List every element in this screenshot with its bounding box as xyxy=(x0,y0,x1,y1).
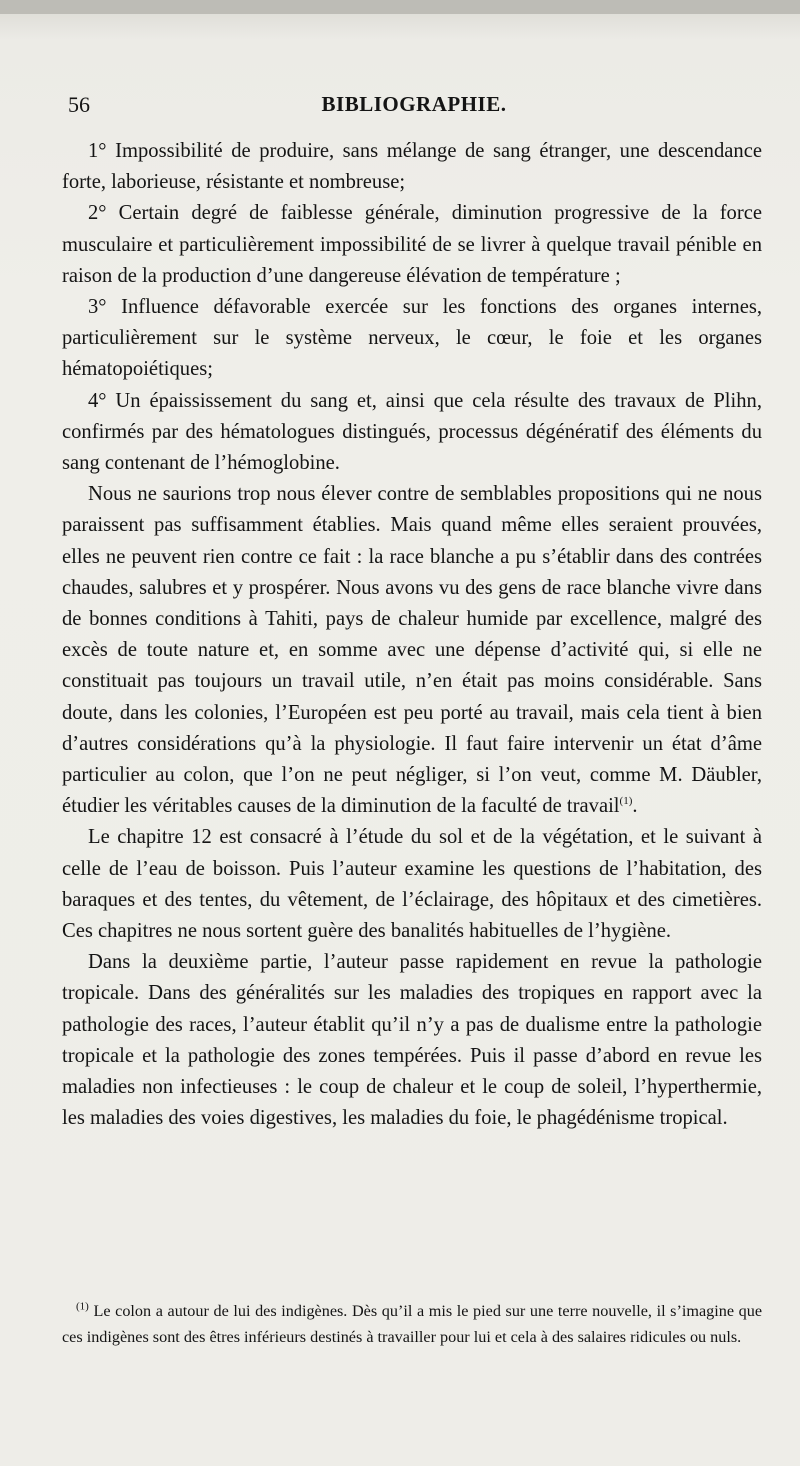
footnote-paragraph xyxy=(62,1298,762,1350)
paragraph-text: Nous ne saurions trop nous élever contre de semblables propositions qui ne nous paraissent pas suffisamment établies. Mais quand même elles seraient prouvées, elles ne peuvent rien contre ce fait : la race blanche a pu s’établir dans des contrées chaudes, salubres et y prospérer. Nous avons vu des gens de race blanche vivre dans de bonnes conditions à Tahiti, pays de chaleur humide par excellence, malgré des excès de toute nature et, en somme avec une dépense d’activité qui, si elle ne constituait pas toujours un travail utile, n’en était pas moins considérable. Sans doute, dans les colonies, l’Européen est peu porté au travail, mais cela tient à bien d’autres considérations qu’à la physiologie. Il faut faire intervenir un état d’âme particulier au colon, que l’on ne peut négliger, si l’on veut, comme M. Däubler, étudier les véritables causes de la diminution de la faculté de travail xyxy=(62,483,762,818)
paragraph: 4° Un épaississement du sang et, ainsi que cela résulte des travaux de Plihn, confirmés par des hématologues distingués, processus dégénératif des éléments du sang contenant de l’hémoglobine. xyxy=(62,389,762,475)
page-header xyxy=(68,92,760,122)
paragraph: Dans la deuxième partie, l’auteur passe rapidement en revue la pathologie tropicale. Dans des généralités sur les maladies des tropiques en rapport avec la pathologie des races, l’auteur établit qu’il n’y a pas de dualisme entre la pathologie tropicale et la pathologie des zones tempérées. Puis il passe d’abord en revue les maladies non infectieuses : le coup de chaleur et le coup de soleil, l’hyperthermie, les maladies des voies digestives, les maladies du foie, le phagédénisme tropical. xyxy=(62,951,762,1130)
paragraph: 1° Impossibilité de produire, sans mélange de sang étranger, une descendance forte, laborieuse, résistante et nombreuse; xyxy=(62,140,762,194)
main-text xyxy=(62,136,762,1135)
paragraph: 3° Influence défavorable exercée sur les fonctions des organes internes, particulièrement sur le système nerveux, le cœur, le foie et les organes hématopoiétiques; xyxy=(62,296,762,381)
footnote-text: Le colon a autour de lui des indigènes. Dès qu’il a mis le pied sur une terre nouvelle, il s’imagine que ces indigènes sont des êtres inférieurs destinés à travailler pour lui et cela à des salaires ridicules ou nuls. xyxy=(62,1302,762,1346)
paragraph: 2° Certain degré de faiblesse générale, diminution progressive de la force musculaire et particulièrement impossibilité de se livrer à quelque travail pénible en raison de la production d’une dangereuse élévation de température ; xyxy=(62,202,762,287)
footnote-reference: (1) xyxy=(619,795,633,808)
paragraph: Le chapitre 12 est consacré à l’étude du sol et de la végétation, et le suivant à celle de l’eau de boisson. Puis l’auteur examine les questions de l’habitation, des baraques et des tentes, du vêtement, de l’éclairage, des hôpitaux et des cimetières. Ces chapitres ne nous sortent guère des banalités habituelles de l’hygiène. xyxy=(62,826,762,943)
paragraph-end: . xyxy=(632,795,638,818)
page-number: 56 xyxy=(68,92,90,117)
footnote-marker: (1) xyxy=(76,1300,89,1313)
page-top-edge xyxy=(0,0,800,14)
paragraph xyxy=(62,479,762,822)
footnote xyxy=(62,1298,762,1350)
running-head: BIBLIOGRAPHIE. xyxy=(321,92,507,116)
